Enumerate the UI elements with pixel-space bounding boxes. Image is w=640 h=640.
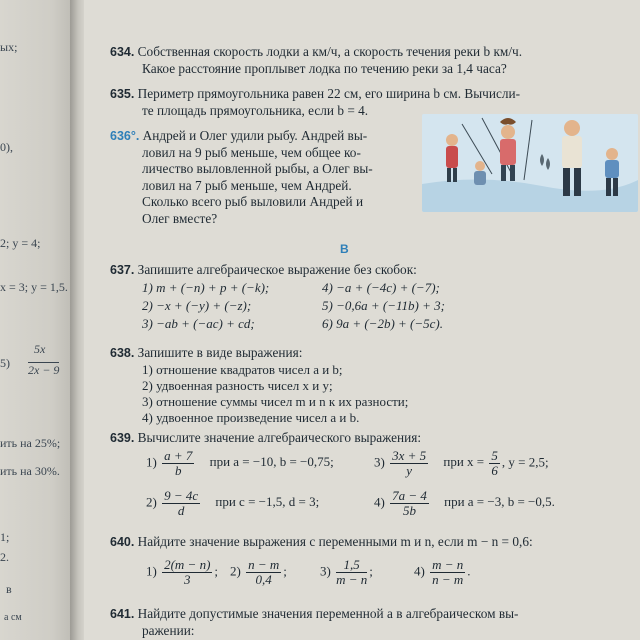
fraction (162, 489, 200, 518)
expression-item: 2) −x + (−y) + (−z); (142, 298, 252, 313)
problem-line: Андрей и Олег удили рыбу. Андрей вы- (142, 128, 368, 143)
margin-fragment: 5) (0, 356, 10, 370)
fraction (489, 449, 500, 478)
denominator: 5b (402, 503, 416, 518)
item-label: 2) (230, 563, 241, 579)
denominator: 0,4 (255, 572, 272, 587)
problem-text: Собственная скорость лодки a км/ч, а скорость течения реки b км/ч. (137, 44, 523, 59)
margin-fragment: 2; y = 4; (0, 236, 41, 250)
evaluation-item-1 (146, 449, 334, 478)
condition: при c = −1,5, d = 3; (215, 494, 320, 510)
fraction (390, 449, 428, 478)
problem-text: Периметр прямоугольника равен 22 см, его ширина b см. Вычисли- (137, 86, 521, 101)
expression-item: 5) −0,6a + (−11b) + 3; (322, 298, 445, 313)
numerator: a + 7 (164, 448, 193, 463)
separator: ; (283, 563, 287, 579)
problem-638 (110, 345, 302, 362)
margin-fragment: 0), (0, 140, 13, 154)
problem-line: Сколько всего рыб выловили Андрей и (142, 194, 364, 209)
problem-text: Найдите допустимые значения переменной a в алгебраическом вы- (137, 606, 519, 621)
item-label: 2) (146, 494, 157, 510)
problem-line: ловил на 7 рыб меньше, чем Андрей. (142, 177, 352, 193)
problem-637 (110, 262, 417, 279)
task-item: 2) удвоенная разность чисел x и y; (142, 378, 333, 393)
separator: . (467, 563, 471, 579)
denominator: y (406, 463, 412, 478)
problem-text: те площадь прямоугольника, если b = 4. (142, 102, 369, 118)
value-item-1 (146, 558, 218, 587)
item-label: 3) (320, 563, 331, 579)
problem-line: личество выловленной рыбы, а Олег вы- (142, 161, 373, 176)
evaluation-item-4 (374, 489, 555, 518)
numerator: 2(m − n) (164, 557, 211, 572)
margin-fragment: x = 3; y = 1,5. (0, 280, 68, 294)
problem-640 (110, 534, 533, 551)
problem-641 (110, 606, 518, 639)
value-item-2 (230, 558, 287, 587)
task-item: 3) отношение суммы чисел m и n к их разности; (142, 394, 409, 409)
denominator: b (174, 463, 182, 478)
denominator: d (177, 503, 185, 518)
problem-title: Запишите в виде выражения: (137, 345, 303, 360)
evaluation-item-2 (146, 489, 319, 518)
fraction (162, 558, 212, 587)
margin-fragment: ых; (0, 40, 18, 54)
previous-page-edge (0, 0, 74, 640)
item-label: 1) (146, 563, 157, 579)
problem-636 (110, 128, 420, 227)
condition: , y = 2,5; (501, 454, 549, 470)
section-letter: В (340, 242, 349, 256)
margin-fragment: в (6, 582, 12, 596)
numerator: 9 − 4c (164, 488, 199, 503)
evaluation-item-3 (374, 449, 549, 478)
expression-item: 6) 9a + (−2b) + (−5c). (322, 316, 444, 331)
denominator: 6 (491, 463, 498, 478)
problem-line: ловил на 9 рыб меньше, чем общее ко- (142, 144, 361, 160)
problem-text: Какое расстояние проплывет лодка по течению реки за 1,4 часа? (142, 60, 507, 76)
fishing-illustration-art (422, 114, 638, 212)
denominator: 3 (184, 572, 191, 587)
problem-number: 634. (110, 45, 135, 59)
problem-number: 639. (110, 431, 135, 445)
separator: ; (369, 563, 373, 579)
problem-634 (110, 44, 522, 77)
book-spine (70, 0, 84, 640)
separator: ; (214, 563, 219, 579)
condition: при a = −3, b = −0,5. (444, 494, 555, 510)
condition: при x = (443, 454, 485, 470)
condition: при a = −10, b = −0,75; (209, 454, 334, 470)
fraction (246, 558, 281, 587)
fraction (390, 489, 429, 518)
task-item: 1) отношение квадратов чисел a и b; (142, 362, 343, 377)
problem-number: 637. (110, 263, 135, 277)
problem-number: 641. (110, 607, 135, 621)
denominator: n − m (432, 572, 464, 587)
fraction (336, 558, 367, 587)
fraction (430, 558, 465, 587)
item-label: 3) (374, 454, 385, 470)
numerator: 3x + 5 (392, 448, 427, 463)
numerator: m − n (432, 557, 464, 572)
problem-title: Вычислите значение алгебраического выражения: (137, 430, 422, 445)
margin-fragment: ить на 30%. (0, 464, 60, 478)
item-label: 4) (414, 563, 425, 579)
problem-line: Олег вместе? (142, 210, 218, 226)
problem-title: Запишите алгебраическое выражение без скобок: (137, 262, 417, 277)
numerator: 7a − 4 (392, 488, 427, 503)
task-item: 4) удвоенное произведение чисел a и b. (142, 410, 360, 425)
expression-item: 1) m + (−n) + p + (−k); (142, 280, 270, 295)
numerator: 1,5 (336, 558, 367, 573)
expression-item: 3) −ab + (−ac) + cd; (142, 316, 255, 331)
problem-number: 638. (110, 346, 135, 360)
problem-text: ражении: (142, 622, 195, 638)
denominator: m − n (336, 572, 368, 587)
margin-fragment: ить на 25%; (0, 436, 61, 450)
problem-number: 640. (110, 535, 135, 549)
problem-number: 635. (110, 87, 135, 101)
problem-number: 636°. (110, 129, 140, 143)
margin-fragment: 5x (34, 342, 46, 356)
item-label: 1) (146, 454, 157, 470)
item-label: 4) (374, 494, 385, 510)
problem-title: Найдите значение выражения с переменными m и n, если m − n = 0,6: (137, 534, 533, 549)
fraction (162, 449, 194, 478)
margin-fragment: 1; (0, 530, 10, 544)
value-item-4 (414, 558, 471, 587)
expression-item: 4) −a + (−4c) + (−7); (322, 280, 440, 295)
margin-fragment: 2x − 9 (28, 363, 60, 377)
value-item-3 (320, 558, 373, 587)
fishing-illustration (422, 114, 638, 212)
textbook-page (84, 0, 640, 640)
problem-639 (110, 430, 421, 447)
numerator: n − m (248, 557, 280, 572)
margin-fragment: 2. (0, 550, 9, 564)
margin-fragment: а см (4, 612, 22, 623)
numerator: 5 (491, 448, 498, 463)
